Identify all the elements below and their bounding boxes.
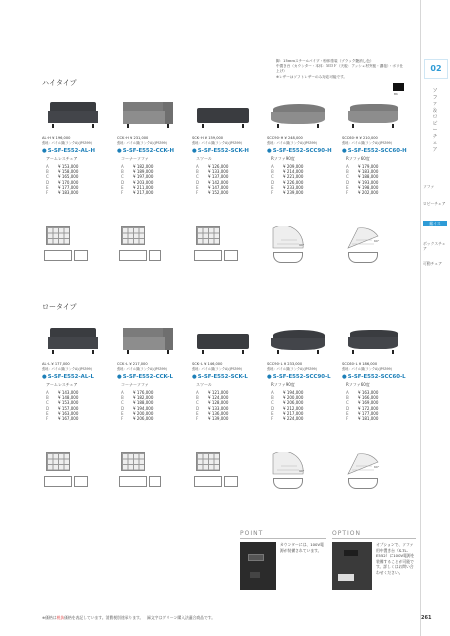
price-value: ¥ 224,000: [283, 416, 304, 422]
price-grade: D: [271, 179, 275, 185]
price-list: [46, 390, 112, 421]
product-name: コーナーソファ: [121, 156, 149, 161]
product-diagram: [42, 452, 112, 492]
price-value: ¥ 163,000: [358, 390, 379, 395]
product-diagram: [117, 452, 187, 492]
price-grade: F: [196, 190, 199, 196]
price-value: ¥ 217,000: [283, 410, 304, 416]
price-value: ¥ 177,000: [58, 184, 79, 190]
product-card: [267, 92, 337, 292]
product-photo: [269, 328, 327, 354]
sidebar-item-movable[interactable]: 可動チェア: [423, 261, 442, 266]
price-value: ¥ 233,000: [283, 184, 304, 190]
sidebar-item-sofa[interactable]: ソファ: [423, 184, 435, 189]
product-diagram: [267, 452, 337, 492]
price-value: ¥ 206,000: [283, 400, 304, 406]
price-row: [196, 190, 262, 195]
product-fabric: 張地：パイル織(ランクA)(JPS599): [192, 141, 242, 145]
price-grade: F: [196, 416, 199, 422]
product-code: SCC90･L ¥ 233,000: [267, 362, 303, 366]
price-grade: E: [196, 184, 199, 190]
price-list: [121, 164, 187, 195]
svg-text:60°: 60°: [374, 239, 380, 243]
price-grade: D: [196, 405, 200, 411]
price-value: ¥ 214,000: [283, 169, 304, 175]
sidebar-item-active[interactable]: 総イス: [423, 221, 447, 226]
price-value: ¥ 181,000: [358, 416, 379, 422]
product-code: AL･H ¥ 196,000: [42, 136, 71, 140]
price-value: ¥ 217,000: [133, 190, 154, 196]
svg-text:90°: 90°: [299, 469, 305, 473]
price-grade: C: [121, 400, 124, 406]
product-photo: [344, 328, 402, 354]
price-value: ¥ 200,000: [283, 395, 304, 401]
section-title-high: ハイタイプ: [42, 79, 77, 87]
product-card: [192, 92, 262, 292]
footer-prefix: ※価格は: [42, 615, 57, 620]
counter-photo: [240, 542, 276, 590]
product-fabric: 張地：パイル織(ランクA)(JPS599): [117, 141, 167, 145]
product-code: SCK･H ¥ 159,000: [192, 136, 224, 140]
price-list: [121, 390, 187, 421]
color-swatch: [393, 83, 404, 91]
price-grade: F: [271, 190, 274, 196]
price-grade: D: [196, 179, 200, 185]
product-name: コーナーソファ: [121, 382, 149, 387]
price-value: ¥ 157,000: [58, 405, 79, 411]
price-value: ¥ 209,000: [283, 164, 304, 169]
product-fabric: 張地：パイル織(ランクA)(JPS599): [267, 367, 317, 371]
product-diagram: [117, 226, 187, 266]
price-grade: A: [196, 164, 199, 169]
price-value: ¥ 198,000: [358, 184, 379, 190]
price-list: [196, 390, 262, 421]
page-number: 261: [421, 615, 432, 621]
price-list: [346, 164, 412, 195]
price-grade: E: [121, 184, 124, 190]
sidebar-item-box[interactable]: ボックスチェア: [423, 241, 446, 251]
option-box: [332, 530, 416, 602]
price-row: [121, 416, 187, 421]
product-name: アームレスチェア: [46, 156, 78, 161]
product-photo: [44, 102, 102, 128]
product-model: ● S-SF-E552-AL-H: [42, 148, 95, 155]
option-text: オプションで、ソファ用中置き台（S-TL-E552）に100V電源を装備することが可能です。詳しくはお問い合わせください。: [376, 542, 415, 575]
swatch-label: BK: [394, 92, 399, 96]
product-photo: [344, 102, 402, 128]
product-diagram: [267, 226, 337, 266]
option-photo: [332, 542, 372, 590]
price-grade: F: [46, 190, 49, 196]
price-value: ¥ 165,000: [58, 174, 79, 180]
footer-highlight: 税抜: [56, 615, 65, 620]
price-grade: D: [46, 179, 50, 185]
price-grade: B: [346, 169, 349, 175]
price-grade: B: [121, 169, 124, 175]
price-value: ¥ 212,000: [283, 405, 304, 411]
product-fabric: 張地：パイル織(ランクA)(JPS599): [42, 367, 92, 371]
price-row: [346, 416, 412, 421]
product-fabric: 張地：パイル織(ランクA)(JPS599): [42, 141, 92, 145]
product-diagram: [342, 226, 412, 266]
price-value: ¥ 153,000: [58, 164, 79, 169]
product-fabric: 張地：パイル織(ランクA)(JPS599): [192, 367, 242, 371]
product-card: [117, 318, 187, 518]
price-value: ¥ 226,000: [283, 179, 304, 185]
price-grade: E: [196, 410, 199, 416]
price-value: ¥ 169,000: [358, 400, 379, 406]
price-grade: B: [271, 395, 274, 401]
price-row: [196, 416, 262, 421]
price-list: [271, 390, 337, 421]
price-value: ¥ 158,000: [58, 169, 79, 175]
product-photo: [44, 328, 102, 354]
product-code: SCC90･H ¥ 248,000: [267, 136, 303, 140]
price-row: [46, 416, 112, 421]
price-value: ¥ 137,000: [208, 174, 229, 180]
product-photo: [119, 328, 177, 354]
price-grade: E: [346, 410, 349, 416]
price-grade: C: [271, 174, 274, 180]
price-value: ¥ 179,000: [358, 164, 379, 169]
product-model: ● S-SF-E552-AL-L: [42, 374, 94, 381]
product-card: [192, 318, 262, 518]
price-grade: C: [46, 174, 49, 180]
point-heading: POINT: [240, 530, 264, 537]
product-model: ● S-SF-E552-SCC90-H: [267, 148, 332, 155]
price-grade: D: [121, 405, 125, 411]
price-value: ¥ 170,000: [58, 179, 79, 185]
price-value: ¥ 167,000: [58, 416, 79, 422]
product-model: ● S-SF-E552-SCK-L: [192, 374, 248, 381]
price-value: ¥ 194,000: [283, 390, 304, 395]
product-model: ● S-SF-E552-SCC90-L: [267, 374, 331, 381]
product-model: ● S-SF-E552-CCK-H: [117, 148, 174, 155]
price-value: ¥ 139,000: [208, 416, 229, 422]
chapter-title: ソファ＆ロビーチェア: [432, 88, 438, 153]
product-name: Rソファ60度: [346, 382, 370, 387]
price-value: ¥ 182,000: [133, 164, 154, 169]
svg-text:60°: 60°: [374, 465, 380, 469]
price-grade: D: [346, 179, 350, 185]
price-value: ¥ 133,000: [208, 405, 229, 411]
price-row: [271, 416, 337, 421]
price-grade: A: [271, 164, 274, 169]
price-grade: A: [121, 390, 124, 395]
price-value: ¥ 206,000: [133, 416, 154, 422]
product-card: [42, 318, 112, 518]
price-list: [271, 164, 337, 195]
footer-note: [42, 615, 215, 621]
price-grade: C: [346, 400, 349, 406]
price-value: ¥ 124,000: [208, 395, 229, 401]
price-grade: E: [346, 184, 349, 190]
price-value: ¥ 183,000: [58, 190, 79, 196]
product-code: SCC60･H ¥ 210,000: [342, 136, 378, 140]
product-diagram: [192, 452, 262, 492]
price-value: ¥ 188,000: [358, 174, 379, 180]
product-diagram: [342, 452, 412, 492]
product-code: CCK･H ¥ 231,000: [117, 136, 149, 140]
price-row: [121, 190, 187, 195]
price-value: ¥ 188,000: [133, 400, 154, 406]
price-row: [46, 190, 112, 195]
price-grade: C: [196, 400, 199, 406]
price-grade: D: [121, 179, 125, 185]
price-value: ¥ 189,000: [133, 169, 154, 175]
spec-note: [276, 59, 404, 80]
product-model: ● S-SF-E552-SCC60-H: [342, 148, 407, 155]
price-value: ¥ 147,000: [208, 184, 229, 190]
price-value: ¥ 136,000: [208, 410, 229, 416]
price-value: ¥ 176,000: [133, 390, 154, 395]
product-model: ● S-SF-E552-SCC60-L: [342, 374, 406, 381]
price-grade: B: [271, 169, 274, 175]
product-code: CCK･L ¥ 217,000: [117, 362, 148, 366]
product-name: スツール: [196, 156, 212, 161]
price-grade: D: [346, 405, 350, 411]
price-value: ¥ 221,000: [283, 174, 304, 180]
price-grade: E: [46, 410, 49, 416]
price-row: [271, 190, 337, 195]
product-diagram: [42, 226, 112, 266]
price-value: ¥ 133,000: [208, 169, 229, 175]
product-photo: [119, 102, 177, 128]
price-grade: C: [346, 174, 349, 180]
price-value: ¥ 142,000: [208, 179, 229, 185]
product-photo: [194, 102, 252, 128]
price-value: ¥ 128,000: [208, 400, 229, 406]
price-grade: A: [46, 390, 49, 395]
price-grade: D: [271, 405, 275, 411]
price-value: ¥ 182,000: [133, 395, 154, 401]
product-card: [117, 92, 187, 292]
price-value: ¥ 239,000: [283, 190, 304, 196]
price-value: ¥ 143,000: [58, 390, 79, 395]
option-heading: OPTION: [332, 530, 361, 537]
price-grade: C: [196, 174, 199, 180]
price-grade: B: [121, 395, 124, 401]
point-box: [240, 530, 326, 602]
svg-text:90°: 90°: [299, 243, 305, 247]
product-name: Rソファ90度: [271, 382, 295, 387]
price-grade: A: [346, 390, 349, 395]
price-grade: A: [271, 390, 274, 395]
price-value: ¥ 200,000: [133, 410, 154, 416]
price-grade: D: [46, 405, 50, 411]
price-grade: A: [346, 164, 349, 169]
price-value: ¥ 148,000: [58, 395, 79, 401]
product-card: [342, 318, 412, 518]
price-grade: C: [121, 174, 124, 180]
price-grade: F: [121, 416, 124, 422]
product-fabric: 張地：パイル織(ランクA)(JPS599): [342, 141, 392, 145]
price-list: [346, 390, 412, 421]
price-grade: B: [196, 395, 199, 401]
price-value: ¥ 153,000: [58, 400, 79, 406]
price-grade: F: [121, 190, 124, 196]
product-fabric: 張地：パイル織(ランクA)(JPS599): [267, 141, 317, 145]
product-model: ● S-SF-E552-CCK-L: [117, 374, 173, 381]
price-value: ¥ 166,000: [358, 395, 379, 401]
note-line: 中置き台（カウンター・本体：ＭＤＦ（天板：アッシュ材突板・濃塩）・ポリ仕上げ）: [276, 64, 404, 74]
product-model: ● S-SF-E552-SCK-H: [192, 148, 249, 155]
product-fabric: 張地：パイル織(ランクA)(JPS599): [342, 367, 392, 371]
note-line: 脚：15ｍｍスチールパイプ・粉体塗装（ブラック艶消し色）: [276, 59, 374, 63]
price-grade: A: [196, 390, 199, 395]
product-card: [267, 318, 337, 518]
price-grade: A: [46, 164, 49, 169]
price-grade: C: [46, 400, 49, 406]
price-row: [346, 190, 412, 195]
price-value: ¥ 193,000: [358, 179, 379, 185]
product-name: Rソファ90度: [271, 156, 295, 161]
price-grade: E: [271, 410, 274, 416]
price-grade: C: [271, 400, 274, 406]
product-name: スツール: [196, 382, 212, 387]
product-code: SCC60･L ¥ 186,000: [342, 362, 378, 366]
price-grade: A: [121, 164, 124, 169]
chapter-number[interactable]: 02: [424, 59, 448, 79]
price-value: ¥ 202,000: [358, 190, 379, 196]
price-value: ¥ 211,000: [133, 184, 154, 190]
price-grade: F: [346, 190, 349, 196]
product-card: [42, 92, 112, 292]
footer-suffix: 価格を表記しています。消費税別途承ります。 緑文字はグリーン購入法適合商品です。: [64, 615, 216, 620]
price-list: [46, 164, 112, 195]
price-grade: E: [271, 184, 274, 190]
product-code: AL･L ¥ 177,000: [42, 362, 70, 366]
price-value: ¥ 172,000: [358, 405, 379, 411]
point-text: カウンターには、100V電源が装備されています。: [280, 542, 324, 553]
price-grade: F: [346, 416, 349, 422]
price-value: ¥ 203,000: [133, 179, 154, 185]
product-photo: [269, 102, 327, 128]
price-value: ¥ 183,000: [358, 169, 379, 175]
product-diagram: [192, 226, 262, 266]
price-grade: F: [46, 416, 49, 422]
price-grade: B: [46, 169, 49, 175]
price-value: ¥ 121,000: [208, 390, 229, 395]
price-grade: E: [46, 184, 49, 190]
price-list: [196, 164, 262, 195]
price-grade: B: [346, 395, 349, 401]
note-line: ※レザーはソフトレザーのみ対応可能です。: [276, 74, 348, 79]
price-grade: E: [121, 410, 124, 416]
product-code: SCK･L ¥ 146,000: [192, 362, 223, 366]
product-photo: [194, 328, 252, 354]
price-value: ¥ 152,000: [208, 190, 229, 196]
price-value: ¥ 126,000: [208, 164, 229, 169]
price-value: ¥ 194,000: [133, 405, 154, 411]
price-grade: F: [271, 416, 274, 422]
product-card: [342, 92, 412, 292]
price-grade: B: [46, 395, 49, 401]
product-fabric: 張地：パイル織(ランクA)(JPS599): [117, 367, 167, 371]
price-value: ¥ 163,000: [58, 410, 79, 416]
product-name: Rソファ60度: [346, 156, 370, 161]
price-value: ¥ 197,000: [133, 174, 154, 180]
section-title-low: ロータイプ: [42, 303, 77, 311]
price-value: ¥ 177,000: [358, 410, 379, 416]
product-name: アームレスチェア: [46, 382, 78, 387]
sidebar-item-lobby[interactable]: ロビーチェア: [423, 201, 446, 206]
price-grade: B: [196, 169, 199, 175]
